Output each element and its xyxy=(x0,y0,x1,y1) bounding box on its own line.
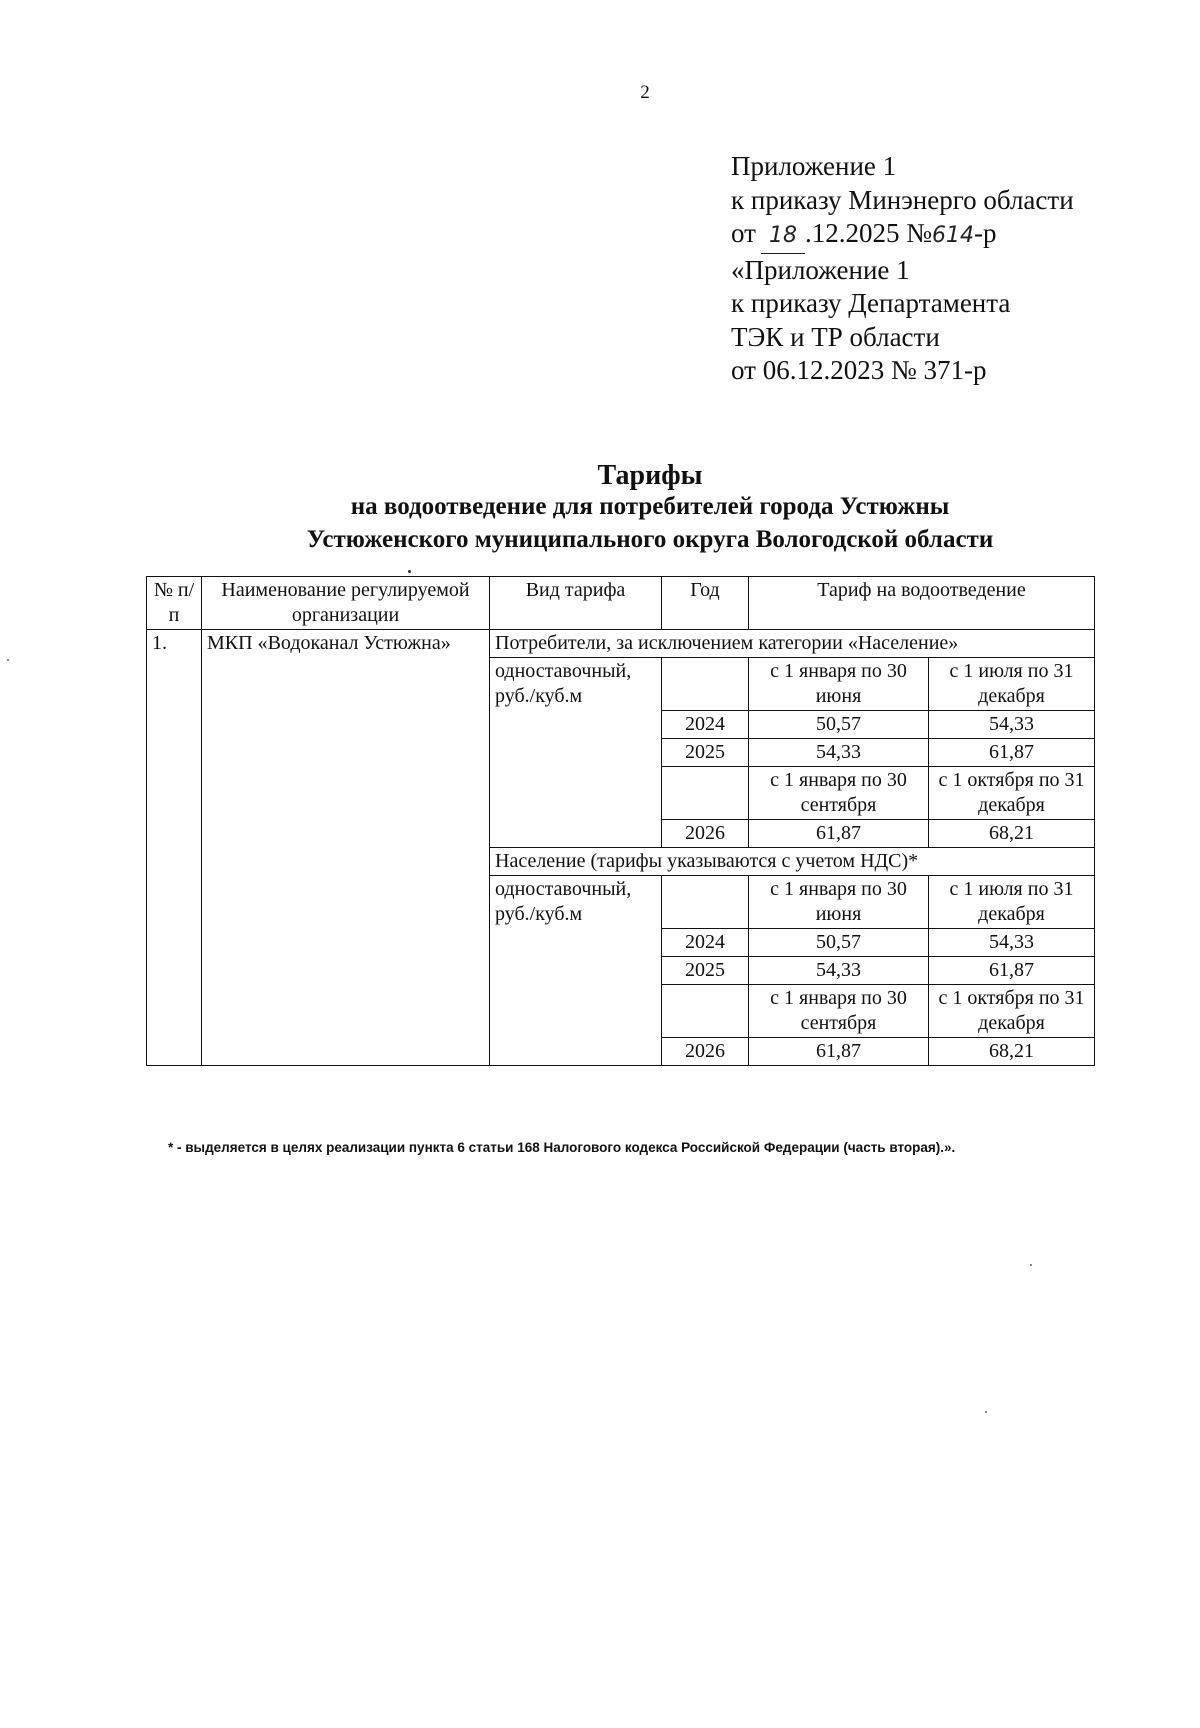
period-first-part: с 1 января по 30 сентября xyxy=(749,985,929,1038)
year-cell: 2024 xyxy=(662,711,749,739)
page-number: 2 xyxy=(640,82,650,103)
year-cell: 2025 xyxy=(662,739,749,767)
period-second-part: с 1 октября по 31 декабря xyxy=(929,985,1095,1038)
appendix-line: от 06.12.2023 № 371-р xyxy=(731,355,987,385)
year-cell-empty xyxy=(662,658,749,711)
appendix-line: «Приложение 1 xyxy=(731,254,910,285)
tariff-value: 61,87 xyxy=(929,739,1095,767)
tariff-value: 68,21 xyxy=(929,1038,1095,1066)
appendix-order-line xyxy=(731,217,1074,254)
category-label: Потребители, за исключением категории «Население» xyxy=(490,630,1095,658)
year-cell: 2026 xyxy=(662,820,749,848)
year-cell-empty xyxy=(662,985,749,1038)
tariff-table xyxy=(146,576,1095,1066)
document-subtitle: на водоотведение для потребителей города Устюжны xyxy=(350,493,950,520)
appendix-line: Приложение 1 xyxy=(731,151,897,181)
appendix-line: ТЭК и ТР области xyxy=(731,321,940,352)
tariff-value: 54,33 xyxy=(749,957,929,985)
tariff-type: одноставочный, руб./куб.м xyxy=(490,876,662,1066)
tariff-value: 54,33 xyxy=(749,739,929,767)
year-cell: 2025 xyxy=(662,957,749,985)
tariff-type: одноставочный, руб./куб.м xyxy=(490,658,662,848)
year-cell: 2026 xyxy=(662,1038,749,1066)
row-number: 1. xyxy=(147,630,202,1066)
order-date: .12.2025 № xyxy=(804,218,932,248)
handwritten-order-number: 614 xyxy=(931,223,974,248)
header-org: Наименование регулируемой организации xyxy=(202,577,490,630)
period-second-part: с 1 октября по 31 декабря xyxy=(929,767,1095,820)
year-cell-empty xyxy=(662,767,749,820)
scan-speck xyxy=(1030,1264,1032,1266)
header-type: Вид тарифа xyxy=(490,577,662,630)
tariff-value: 61,87 xyxy=(749,820,929,848)
order-suffix: -р xyxy=(973,218,997,248)
period-first-half: с 1 января по 30 июня xyxy=(749,658,929,711)
table-header-row xyxy=(147,577,1095,630)
document-subtitle: Устюженского муниципального округа Вологодской области xyxy=(306,526,994,553)
footnote: * - выделяется в целях реализации пункта 6 статьи 168 Налогового кодекса Российской Федерации (часть вторая).». xyxy=(168,1140,956,1155)
tariff-value: 61,87 xyxy=(749,1038,929,1066)
appendix-header xyxy=(731,150,1074,388)
tariff-value: 50,57 xyxy=(749,711,929,739)
period-first-half: с 1 января по 30 июня xyxy=(749,876,929,929)
order-prefix: от xyxy=(731,218,756,248)
handwritten-day: 18 xyxy=(761,219,805,254)
appendix-line: к приказу Департамента xyxy=(731,288,1011,318)
tariff-value: 68,21 xyxy=(929,820,1095,848)
category-label: Население (тарифы указываются с учетом НДС)* xyxy=(490,848,1095,876)
document-title: Тарифы xyxy=(597,460,703,491)
period-first-part: с 1 января по 30 сентября xyxy=(749,767,929,820)
tariff-value: 54,33 xyxy=(929,929,1095,957)
header-tariff: Тариф на водоотведение xyxy=(749,577,1095,630)
period-second-half: с 1 июля по 31 декабря xyxy=(929,658,1095,711)
tariff-value: 61,87 xyxy=(929,957,1095,985)
year-cell: 2024 xyxy=(662,929,749,957)
scan-speck xyxy=(985,1411,987,1413)
category-row xyxy=(147,630,1095,658)
period-second-half: с 1 июля по 31 декабря xyxy=(929,876,1095,929)
appendix-line: к приказу Минэнерго области xyxy=(731,184,1074,215)
tariff-value: 54,33 xyxy=(929,711,1095,739)
scan-speck xyxy=(408,570,411,573)
year-cell-empty xyxy=(662,876,749,929)
organization-name: МКП «Водоканал Устюжна» xyxy=(202,630,490,1066)
scan-speck xyxy=(7,659,9,661)
header-year: Год xyxy=(662,577,749,630)
header-num: № п/п xyxy=(147,577,202,630)
tariff-value: 50,57 xyxy=(749,929,929,957)
